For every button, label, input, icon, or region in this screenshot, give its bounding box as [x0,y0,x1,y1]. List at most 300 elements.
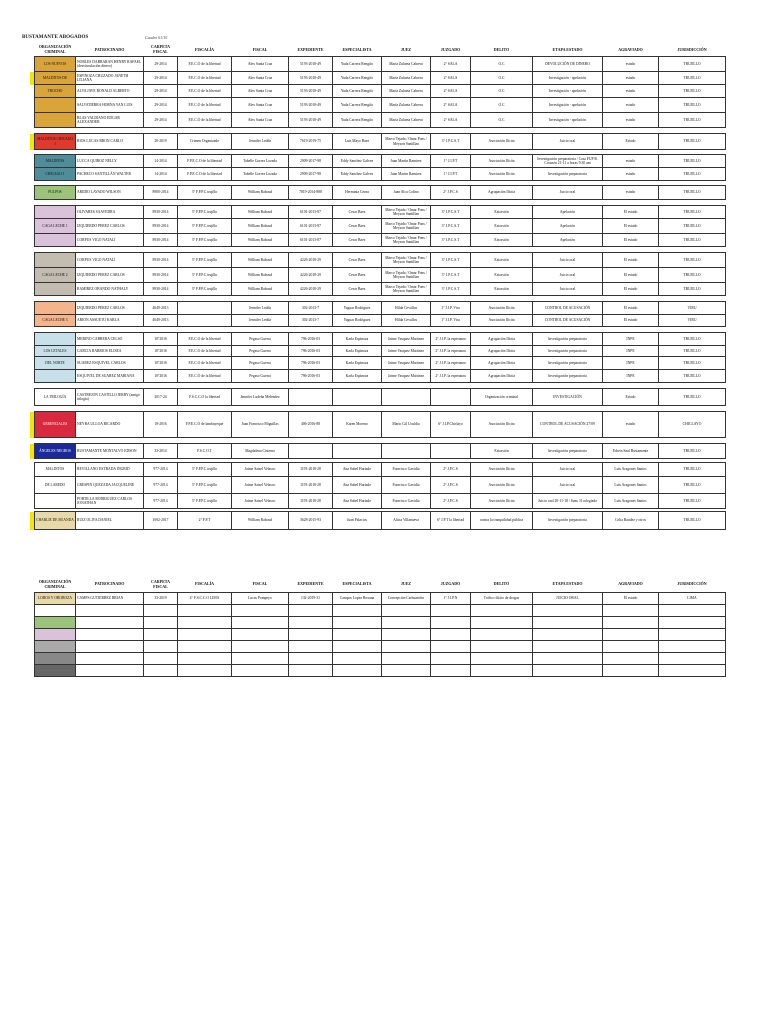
cell-org: CHICAGO 1 [35,168,76,181]
cell-juez: Juan Martin Ramirez [382,168,431,181]
empty-row [35,629,726,641]
cell-org [35,302,76,315]
cell-agraviado [603,605,659,617]
cell-juez: María Zulueta Cabrera [382,57,431,72]
table-row [35,72,726,85]
cell-etapa: Juicio oral [533,268,603,283]
cell-org [35,234,76,247]
cell-org: CAGA LECHE 2 [35,268,76,283]
cell-carpeta: 977-2014 [144,494,178,509]
cell-etapa: JUICIO ORAL [533,593,603,605]
cell-etapa: Apelación [533,219,603,234]
cell-fiscal: Pegaso Guerra [232,346,289,357]
cell-jurisdiccion: TRUJILLO [659,57,726,72]
cell-carpeta: 8900-2014 [144,186,178,200]
cell-etapa: Investigación preparatoria [533,512,603,530]
cell-expediente [289,605,333,617]
cell-delito: Agrupación Ilícita [471,357,533,370]
cell-patrocinado: MERINO CABRERA CELSO [76,333,144,346]
empty-row [35,653,726,665]
cell-jurisdiccion: TRUJILLO [659,444,726,459]
cell-expediente [289,641,333,653]
cell-juzgado: 3° J.P.C.S.T [431,283,471,296]
column-header-juez: JUEZ [382,44,431,57]
cell-juzgado: 2° SALA [431,85,471,98]
column-header-fiscal: FISCAL [232,577,289,593]
cell-etapa: Juicio oral 20-11-18 / Sum. II colegiada [533,494,603,509]
cell-jurisdiccion: CHICLAYO [659,412,726,438]
cell-patrocinado: RAMIREZ OBANDO NATHALY [76,283,144,296]
cell-fiscal: William Raboud [232,512,289,530]
cell-juzgado: 3° J.P.C.S.T [431,134,471,150]
cell-patrocinado [76,653,144,665]
cell-fiscal: Alex Santa Cruz [232,113,289,128]
cell-agraviado: Luis Aragones Santos [603,463,659,477]
table-row [35,206,726,219]
cell-expediente: 302-2013-7 [289,302,333,315]
cell-juzgado [431,665,471,677]
cell-jurisdiccion: TRUJILLO [659,219,726,234]
cell-org: LOS LETALES [35,346,76,357]
cell-carpeta [144,641,178,653]
column-header-patrocinado: PATROCINADO [76,44,144,57]
column-header-patrocinado: PATROCINADO [76,577,144,593]
cell-agraviado [603,641,659,653]
cell-patrocinado: ESPINOZA CRUZADO JANETH LILIANA [76,72,144,85]
cell-jurisdiccion: TRUJILLO [659,389,726,406]
cell-fiscal [232,641,289,653]
cell-juez: Francisco Gavidia [382,463,431,477]
cell-jurisdiccion: TRUJILLO [659,168,726,181]
cell-juzgado: 2° J.P.C.S [431,477,471,494]
cell-org: LOBOS Y OBOBOZA [35,593,76,605]
column-header-org: ORGANIZACIÓN CRIMINAL [35,44,76,57]
cell-juzgado: 3° J.P.C.S.T [431,206,471,219]
cell-especialista: Karla Espinoza [333,333,382,346]
cell-juzgado: 2° J.I.P. la esperanza [431,346,471,357]
cell-agraviado: INPE [603,346,659,357]
cell-delito: O.C [471,113,533,128]
cell-fiscalia: 4° F.S.C.C.O LIMA [178,593,232,605]
cell-patrocinado: REVILLANO ESTRADA INGRID [76,463,144,477]
cell-expediente: 796-2016-03 [289,370,333,383]
cell-fiscal: Lucas Pompeyo [232,593,289,605]
cell-agraviado: Edwin Saul Bustamante [603,444,659,459]
cell-carpeta: 977-2014 [144,477,178,494]
cell-carpeta: 10°2016 [144,370,178,383]
cell-expediente: 406-2016-88 [289,412,333,438]
cell-juzgado [431,617,471,629]
table-row [35,253,726,268]
cell-org: DEL NORTE [35,357,76,370]
cell-agraviado [603,665,659,677]
cell-carpeta: 8930-2014 [144,234,178,247]
cell-especialista: Juan Palacios [333,512,382,530]
table-row [35,346,726,357]
table-row [35,302,726,315]
column-header-carpeta: CARPETA FISCAL [144,577,178,593]
cell-jurisdiccion [659,605,726,617]
cell-juez: Francisco Gavidia [382,494,431,509]
cell-juzgado [431,641,471,653]
row-marker [30,134,34,150]
cell-juez: Jaime Vasquez Martinez [382,333,431,346]
cell-expediente [289,617,333,629]
cell-patrocinado: NOBLES DABBARAN HENRY RAFAEL (desvinculación dinero) [76,57,144,72]
cell-etapa: Investigación - apelación [533,113,603,128]
cell-agraviado: estado [603,186,659,200]
cell-especialista: Ana Sabel Hurtado [333,494,382,509]
cell-jurisdiccion: TRUJILLO [659,346,726,357]
cell-patrocinado: RIOS LUCAS BRON CARLO [76,134,144,150]
cell-fiscalia [178,605,232,617]
cell-patrocinado: ARION ASSUETO KARLA [76,315,144,327]
cell-especialista: Yaguar Rodriguez [333,302,382,315]
cell-delito: O.C [471,72,533,85]
cell-agraviado: El estado [603,315,659,327]
cell-etapa: Juicio oral [533,186,603,200]
cell-jurisdiccion: TRUJILLO [659,333,726,346]
cell-jurisdiccion [659,653,726,665]
cell-patrocinado: CAMPS GUTIERREZ BRIAN [76,593,144,605]
cell-especialista: Eddy Sanchez Galvez [333,155,382,168]
cell-agraviado: estado [603,57,659,72]
table-row [35,370,726,383]
cell-jurisdiccion: TRUJILLO [659,370,726,383]
cell-jurisdiccion: TRUJILLO [659,494,726,509]
cell-delito: Agrupación Ilícita [471,333,533,346]
cell-delito: Asociación Ilícita [471,134,533,150]
cell-org: LOS NUEVOS [35,57,76,72]
cell-org: PULPOS [35,186,76,200]
column-header-juzgado: JUZGADO [431,577,471,593]
cell-juez [382,665,431,677]
cell-org: LA TRILOGÍA [35,389,76,406]
cell-delito [471,605,533,617]
cell-patrocinado: ARIDIO LAVADO WILSON [76,186,144,200]
cell-org: MALDITOS DE [35,72,76,85]
cell-expediente: 5193-2018-49 [289,85,333,98]
cell-expediente: 7819-2014-888 [289,186,333,200]
cell-fiscalia: 3° F.P.P.C.trujillo [178,206,232,219]
cell-fiscalia [178,653,232,665]
cell-agraviado: INPE [603,357,659,370]
column-header-juzgado: JUZGADO [431,44,471,57]
cell-carpeta: 8930-2014 [144,268,178,283]
cell-patrocinado: OLIVARES SAAVEDRA [76,206,144,219]
cell-especialista: Yuda Carrera Rengifo [333,57,382,72]
cell-agraviado [603,617,659,629]
cell-fiscalia [178,641,232,653]
cell-expediente [289,629,333,641]
cell-org [35,253,76,268]
empty-row [35,641,726,653]
cell-especialista: Cesar Baez [333,283,382,296]
column-header-jurisdiccion: JURISDICCIÓN [659,577,726,593]
cell-org: MALDITOS [35,463,76,477]
cell-fiscal: William Raboud [232,268,289,283]
cell-carpeta: 29-2014 [144,57,178,72]
document-note: Cuadro 01/10 [145,35,168,40]
cell-especialista: Yaguar Rodriguez [333,315,382,327]
cell-fiscalia: F.E.C.O de la libertad [178,357,232,370]
cell-juez [382,653,431,665]
cell-especialista: Campos Lopez Roxana [333,593,382,605]
cell-fiscal: Jennifer Ledda [232,315,289,327]
cell-fiscalia: F.S.C.O.T [178,444,232,459]
cell-delito: Asociación Ilícita [471,315,533,327]
table-row [35,593,726,605]
cell-especialista [333,617,382,629]
cell-agraviado: El estado [603,206,659,219]
cell-carpeta: 8930-2014 [144,283,178,296]
cell-especialista: Cesar Baez [333,234,382,247]
cell-jurisdiccion: TRUJILLO [659,283,726,296]
cell-fiscalia [178,629,232,641]
cell-jurisdiccion: TRUJILLO [659,357,726,370]
cell-juzgado: 2° SALA [431,113,471,128]
cell-fiscalia: 3° F.P.P.C.trujillo [178,494,232,509]
cell-org [35,494,76,509]
cell-especialista: Yuda Carrera Rengifo [333,72,382,85]
cell-carpeta [144,617,178,629]
cell-carpeta: 29-2014 [144,85,178,98]
cell-juez: Juan Martin Ramirez [382,155,431,168]
cell-expediente: 6101-2013-87 [289,234,333,247]
cell-fiscalia: F.E.C.O de la libertad [178,346,232,357]
cell-fiscalia: 3° F.P.P.C.trujillo [178,186,232,200]
cell-carpeta: 4649-2013 [144,302,178,315]
cell-etapa [533,653,603,665]
cell-fiscalia [178,665,232,677]
cell-carpeta [144,629,178,641]
cell-patrocinado [76,641,144,653]
cell-expediente: 302-2013-7 [289,315,333,327]
cell-delito: Extorsión [471,253,533,268]
cell-especialista [333,389,382,406]
cell-expediente: 7619-2019-75 [289,134,333,150]
cell-fiscal: Magdalena Cisterna [232,444,289,459]
column-header-especialista: ESPECIALISTA [333,577,382,593]
cell-fiscal [232,653,289,665]
table-row [35,113,726,128]
cell-patrocinado [76,605,144,617]
cell-fiscal: William Raboud [232,253,289,268]
cell-juez: Francisco Gavidia [382,477,431,494]
cell-fiscalia: F.P.E.C.O de lambayeque [178,412,232,438]
cell-delito: Asociación Ilícita [471,477,533,494]
cell-especialista: Eddy Sanchez Galvez [333,168,382,181]
cell-juzgado: 1° J.I.P.N [431,593,471,605]
cell-fiscal: Jaime Satsel Velasco [232,477,289,494]
cell-fiscalia: 3° F.P.P.C.trujillo [178,219,232,234]
cell-delito: Extorsión [471,444,533,459]
cell-expediente: 2909-2017-98 [289,155,333,168]
cell-etapa: Investigación preparatoria [533,357,603,370]
table-row [35,333,726,346]
table-row [35,57,726,72]
cell-etapa: Investigación preparatoria [533,444,603,459]
cell-jurisdiccion: TRUJILLO [659,477,726,494]
cell-juzgado: 6° J.I.P.Chiclayo [431,412,471,438]
cell-delito: Agrupación Ilícita [471,370,533,383]
cell-juzgado [431,605,471,617]
cell-juez [382,617,431,629]
cell-juez [382,605,431,617]
cell-carpeta: 8930-2014 [144,206,178,219]
cell-expediente: 1193-2018-28 [289,477,333,494]
cell-especialista: Karla Espinoza [333,370,382,383]
cell-delito [471,653,533,665]
cell-etapa: Juicio oral [533,253,603,268]
cell-fiscal: Juan Francisco Miguillas [232,412,289,438]
table-row [35,85,726,98]
cell-patrocinado: CRESPIN QUEZADA JACQUELINE [76,477,144,494]
cell-patrocinado: IZQUIERDO PEREZ CARLOS [76,268,144,283]
cell-juez: Jaime Vasquez Martinez [382,357,431,370]
cell-expediente: 5193-2018-49 [289,113,333,128]
cell-delito [471,665,533,677]
cell-patrocinado [76,665,144,677]
cell-especialista: Yuda Carrera Rengifo [333,85,382,98]
cell-jurisdiccion: TRUJILLO [659,134,726,150]
cell-jurisdiccion: TRUJILLO [659,268,726,283]
cell-patrocinado: PORTILLA RODRIGUEZ CARLOS JONATHAN [76,494,144,509]
cell-org: GERENCIALES [35,412,76,438]
cell-delito: Asociación Ilícita [471,463,533,477]
cell-delito: Extorsión [471,219,533,234]
cell-juzgado: 2° J.I.P. la esperanza [431,370,471,383]
cell-expediente: 4226-2018-29 [289,268,333,283]
table-row [35,389,726,406]
cell-fiscalia [178,315,232,327]
table-row [35,412,726,438]
row-marker [30,72,34,85]
cell-fiscal: Alex Santa Cruz [232,85,289,98]
cell-jurisdiccion: TRUJILLO [659,113,726,128]
cell-fiscalia: 3° F.P.P.C.trujillo [178,463,232,477]
cell-especialista [333,653,382,665]
cell-especialista [333,629,382,641]
cell-agraviado: Celia Baudez y otros [603,512,659,530]
cell-agraviado: El estado [603,234,659,247]
cell-carpeta: 10°2016 [144,357,178,370]
cell-etapa [533,617,603,629]
cell-fiscalia: 3° F.P.P.C.trujillo [178,234,232,247]
cell-delito: Extorsión [471,234,533,247]
cell-patrocinado [76,617,144,629]
cell-agraviado: INPE [603,333,659,346]
cell-juzgado: 2° SALA [431,57,471,72]
cell-etapa [533,605,603,617]
table-row [35,444,726,459]
cell-delito: Asociación Ilícita [471,155,533,168]
cell-juzgado: 3° J.P.C.S.T [431,268,471,283]
cell-juez: Marco Tejada / Omar Pons / Meyson Santillan [382,206,431,219]
table-row [35,357,726,370]
cell-fiscal: William Raboud [232,206,289,219]
cell-juez: Marco Tejada / Omar Pons / Meyson Santillan [382,134,431,150]
cell-especialista: Cesar Baez [333,268,382,283]
cell-agraviado: estado [603,412,659,438]
cell-etapa [533,641,603,653]
cell-expediente: 5193-2018-49 [289,57,333,72]
table-row [35,268,726,283]
cell-org [35,98,76,113]
column-header-delito: DELITO [471,577,533,593]
cell-expediente: 2909-2017-98 [289,168,333,181]
cell-jurisdiccion: TRUJILLO [659,253,726,268]
cell-patrocinado: NEYRA ULLOA RICARDO [76,412,144,438]
cell-fiscal [232,605,289,617]
cell-patrocinado: SUAREZ ESQUIVEL CARLOS [76,357,144,370]
cell-delito: O.C [471,98,533,113]
cell-fiscal: Jennifer Ludeña Melendez [232,389,289,406]
cell-juez: Jaime Vasquez Martinez [382,346,431,357]
cell-carpeta: 10°2016 [144,333,178,346]
cell-delito: Organización criminal [471,389,533,406]
column-header-etapa: ETAPA ESTADO [533,577,603,593]
empty-row [35,605,726,617]
table-row [35,512,726,530]
cell-etapa [533,665,603,677]
cell-org [35,641,76,653]
column-header-expediente: EXPEDIENTE [289,577,333,593]
cell-juez: María Zulueta Cabrera [382,113,431,128]
cell-expediente [289,444,333,459]
cell-juez: Alicia Villanueva [382,512,431,530]
cell-fiscalia: F.E.C.O de la libertad [178,98,232,113]
cell-delito [471,629,533,641]
cell-juzgado: 2° SALA [431,98,471,113]
cell-agraviado [603,653,659,665]
cell-fiscalia [178,302,232,315]
cell-patrocinado: BUSTAMANTE MONTALVO EDSON [76,444,144,459]
cell-fiscal: William Raboud [232,234,289,247]
cell-carpeta: 29-2014 [144,72,178,85]
cell-org [35,629,76,641]
cell-juzgado: 2° J.I.P. la esperanza [431,357,471,370]
cell-fiscalia: F.E.C.O de la libertad [178,370,232,383]
cell-juzgado [431,389,471,406]
cell-carpeta [144,653,178,665]
cell-fiscalia: 3° F.P.P.C.trujillo [178,283,232,296]
cell-especialista [333,641,382,653]
cell-juzgado: 3° J.P.C.S.T [431,253,471,268]
cell-agraviado: Luis Aragones Santos [603,477,659,494]
cell-fiscalia: F.P.E.C.O de la libertad [178,155,232,168]
cell-etapa [533,629,603,641]
cell-etapa: Investigación - apelación [533,98,603,113]
cell-carpeta: 29-2014 [144,113,178,128]
cell-juez [382,629,431,641]
cell-carpeta: 4649-2013 [144,315,178,327]
cell-especialista [333,605,382,617]
cell-juez: Hilda Cevallos [382,302,431,315]
column-header-etapa: ETAPA ESTADO [533,44,603,57]
cell-agraviado: estado [603,85,659,98]
column-header-juez: JUEZ [382,577,431,593]
cell-especialista: Karla Espinoza [333,346,382,357]
column-header-delito: DELITO [471,44,533,57]
table-row [35,168,726,181]
cell-carpeta: 33-2019 [144,593,178,605]
cell-jurisdiccion: TRUJILLO [659,186,726,200]
column-header-agraviado: AGRAVIADO [603,577,659,593]
cell-patrocinado: RUIZ OLIVA DANIEL [76,512,144,530]
cell-carpeta [144,605,178,617]
cell-etapa: Apelación [533,234,603,247]
